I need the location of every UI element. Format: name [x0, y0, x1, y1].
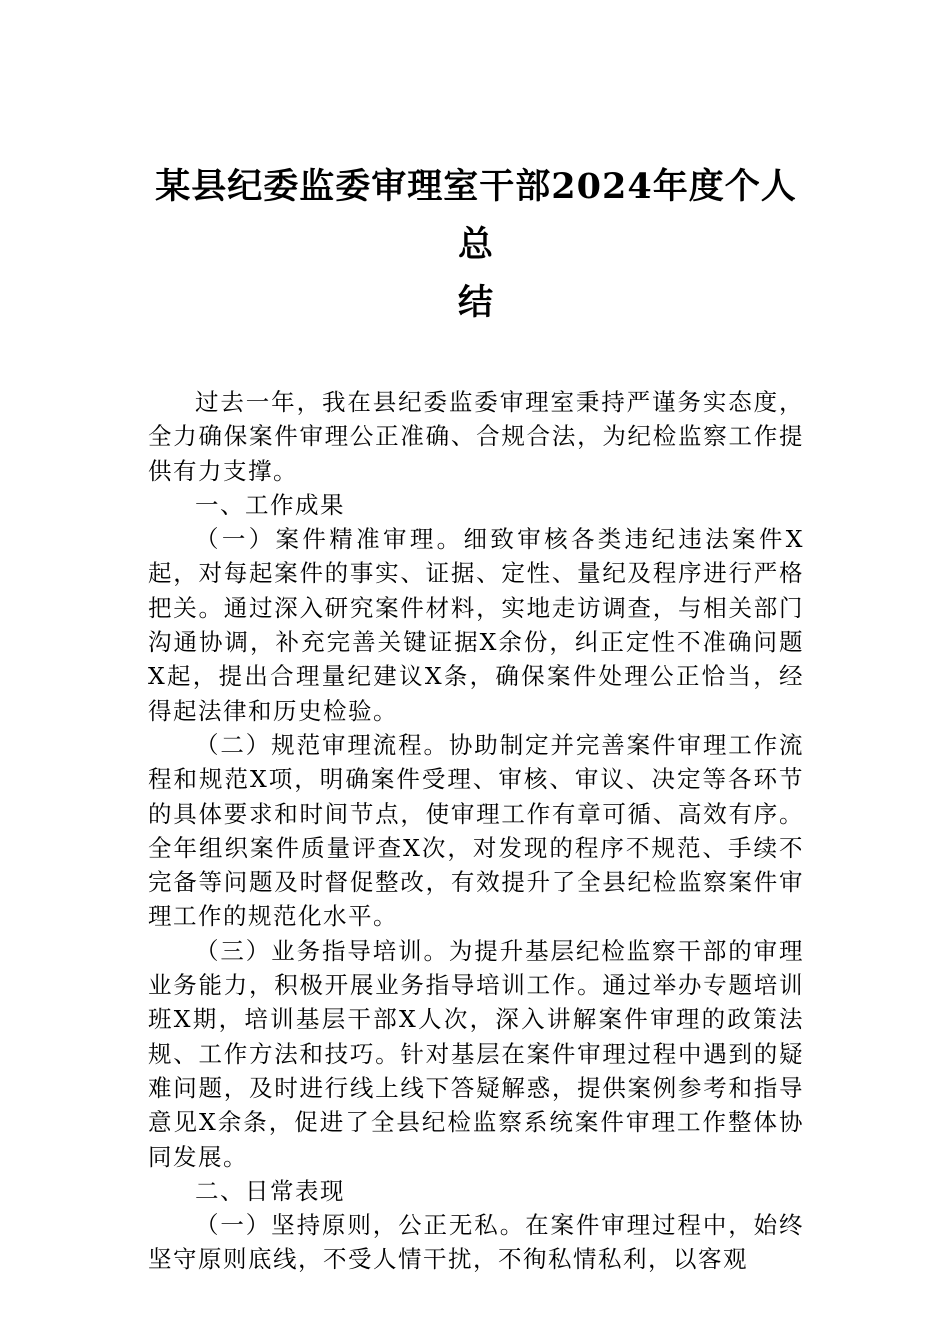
paragraph-principles: （一）坚持原则，公正无私。在案件审理过程中，始终坚守原则底线，不受人情干扰，不徇私情私利，以客观 — [148, 1211, 804, 1274]
section-heading-achievements: 一、工作成果 — [195, 490, 345, 519]
section-heading-daily-performance: 二、日常表现 — [195, 1176, 345, 1205]
document-title — [148, 158, 804, 332]
document-body — [148, 385, 804, 1277]
paragraph-case-review: （一）案件精准审理。细致审核各类违纪违法案件X起，对每起案件的事实、证据、定性、量纪及程序进行严格把关。通过深入研究案件材料，实地走访调查，与相关部门沟通协调，补充完善关键证据X余份，纠正定性不准确问题X起，提出合理量纪建议X条，确保案件处理公正恰当，经得起法律和历史检验。 — [148, 525, 804, 725]
paragraph-review-process: （二）规范审理流程。协助制定并完善案件审理工作流程和规范X项，明确案件受理、审核、审议、决定等各环节的具体要求和时间节点，使审理工作有章可循、高效有序。全年组织案件质量评查X次，对发现的程序不规范、手续不完备等问题及时督促整改，有效提升了全县纪检监察案件审理工作的规范化水平。 — [148, 730, 804, 931]
title-line-1: 某县纪委监委审理室干部2024年度个人总 — [155, 166, 797, 265]
paragraph-guidance-training: （三）业务指导培训。为提升基层纪检监察干部的审理业务能力，积极开展业务指导培训工作。通过举办专题培训班X期，培训基层干部X人次，深入讲解案件审理的政策法规、工作方法和技巧。针对基层在案件审理过程中遇到的疑难问题，及时进行线上线下答疑解惑，提供案例参考和指导意见X余条，促进了全县纪检监察系统案件审理工作整体协同发展。 — [148, 936, 804, 1171]
title-line-2: 结 — [457, 282, 494, 323]
intro-paragraph: 过去一年，我在县纪委监委审理室秉持严谨务实态度，全力确保案件审理公正准确、合规合法，为纪检监察工作提供有力支撑。 — [148, 388, 804, 485]
